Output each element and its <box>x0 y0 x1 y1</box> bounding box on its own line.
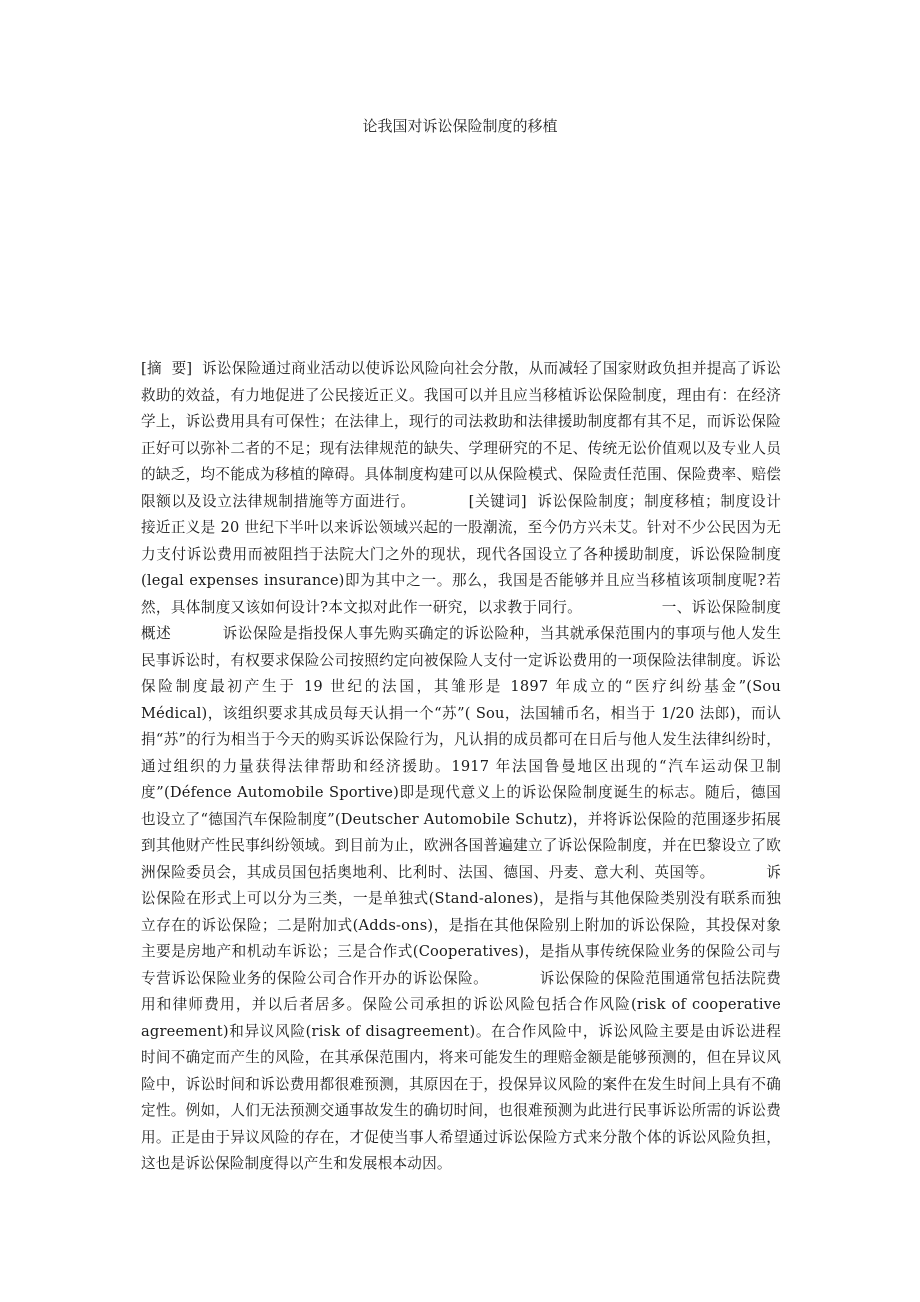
document-title: 论我国对诉讼保险制度的移植 <box>362 117 558 135</box>
document-body <box>141 356 859 1178</box>
body-text: [摘 要] 诉讼保险通过商业活动以使诉讼风险向社会分散，从而减轻了国家财政负担并提高了诉讼救助的效益，有力地促进了公民接近正义。我国可以并且应当移植诉讼保险制度，理由有：在经济学上，诉讼费用具有可保性；在法律上，现行的司法救助和法律援助制度都有其不足，而诉讼保险正好可以弥补二者的不足；现有法律规范的缺失、学理研究的不足、传统无讼价值观以及专业人员的缺乏，均不能成为移植的障碍。具体制度构建可以从保险模式、保险责任范围、保险费率、赔偿限额以及设立法律规制措施等方面进行。 [关键词] 诉讼保险制度；制度移植；制度设计 接近正义是 20 世纪下半叶以来诉讼领域兴起的一股潮流，至今仍方兴未艾。针对不少公民因为无力支付诉讼费用而被阻挡于法院大门之外的现状，现代各国设立了各种援助制度，诉讼保险制度(legal expenses insurance)即为其中之一。那么，我国是否能够并且应当移植该项制度呢?若然，具体制度又该如何设计?本文拟对此作一研究，以求教于同行。 一、诉讼保险制度概述 诉讼保险是指投保人事先购买确定的诉讼险种，当其就承保范围内的事项与他人发生民事诉讼时，有权要求保险公司按照约定向被保险人支付一定诉讼费用的一项保险法律制度。诉讼保险制度最初产生于 19 世纪的法国，其雏形是 1897 年成立的“医疗纠纷基金”(Sou Médical)，该组织要求其成员每天认捐一个“苏”( Sou，法国辅币名，相当于 1/20 法郎)，而认捐“苏”的行为相当于今天的购买诉讼保险行为，凡认捐的成员都可在日后与他人发生法律纠纷时，通过组织的力量获得法律帮助和经济援助。1917 年法国鲁曼地区出现的“汽车运动保卫制度”(Défence Automobile Sportive)即是现代意义上的诉讼保险制度诞生的标志。随后，德国也设立了“德国汽车保险制度”(Deutscher Automobile Schutz)，并将诉讼保险的范围逐步拓展到其他财产性民事纠纷领域。到目前为止，欧洲各国普遍建立了诉讼保险制度，并在巴黎设立了欧洲保险委员会，其成员国包括奥地利、比利时、法国、德国、丹麦、意大利、英国等。 诉讼保险在形式上可以分为三类，一是单独式(Stand-alones)，是指与其他保险类别没有联系而独立存在的诉讼保险；二是附加式(Adds-ons)，是指在其他保险别上附加的诉讼保险，其投保对象主要是房地产和机动车诉讼；三是合作式(Cooperatives)，是指从事传统保险业务的保险公司与专营诉讼保险业务的保险公司合作开办的诉讼保险。 诉讼保险的保险范围通常包括法院费用和律师费用，并以后者居多。保险公司承担的诉讼风险包括合作风险(risk of cooperative agreement)和异议风险(risk of disagreement)。在合作风险中，诉讼风险主要是由诉讼进程时间不确定而产生的风险，在其承保范围内，将来可能发生的理赔金额是能够预测的，但在异议风险中，诉讼时间和诉讼费用都很难预测，其原因在于，投保异议风险的案件在发生时间上具有不确定性。例如，人们无法预测交通事故发生的确切时间，也很难预测为此进行民事诉讼所需的诉讼费用。正是由于异议风险的存在，才促使当事人希望通过诉讼保险方式来分散个体的诉讼风险负担，这也是诉讼保险制度得以产生和发展根本动因。 <box>141 360 859 1172</box>
